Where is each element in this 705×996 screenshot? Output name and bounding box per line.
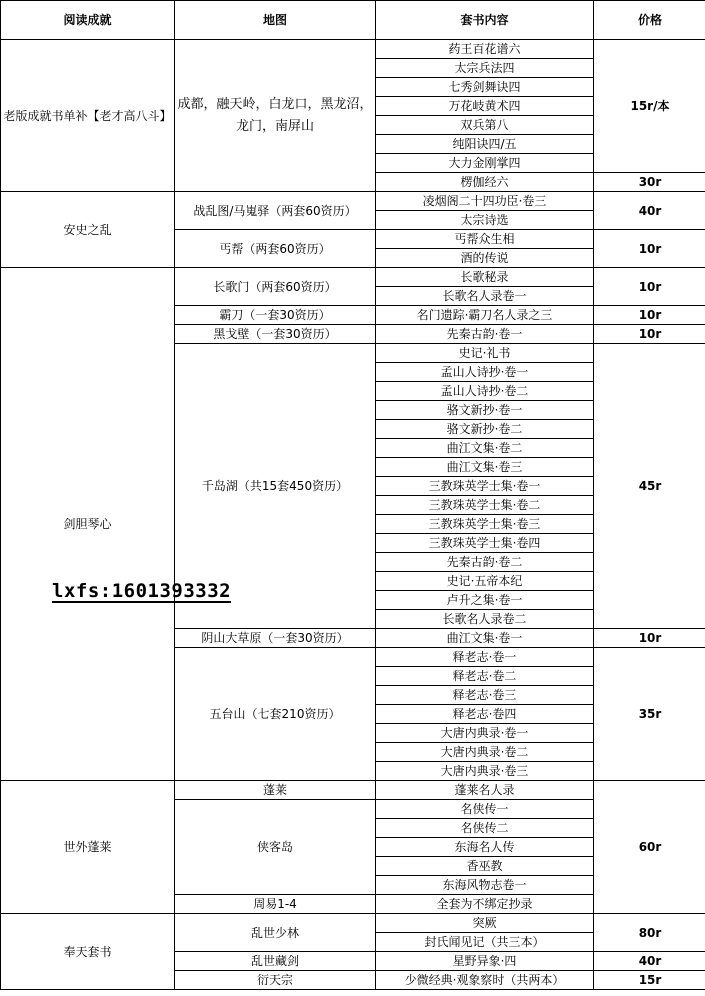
book-cell: 曲江文集·卷二 bbox=[376, 439, 594, 458]
price-cell: 10r bbox=[594, 268, 705, 306]
contact-watermark: lxfs:1601393332 bbox=[52, 580, 232, 602]
book-cell: 全套为不绑定抄录 bbox=[376, 895, 594, 914]
price-cell: 30r bbox=[594, 173, 705, 192]
book-cell: 曲江文集·卷一 bbox=[376, 629, 594, 648]
book-cell: 孟山人诗抄·卷二 bbox=[376, 382, 594, 401]
map-cell: 千岛湖（共15套450资历） bbox=[175, 344, 376, 629]
book-cell: 三教珠英学士集·卷一 bbox=[376, 477, 594, 496]
book-cell: 东海风物志卷一 bbox=[376, 876, 594, 895]
book-cell: 卢升之集·卷一 bbox=[376, 591, 594, 610]
price-cell: 10r bbox=[594, 230, 705, 268]
map-cell: 周易1-4 bbox=[175, 895, 376, 914]
achievement-cell: 安史之乱 bbox=[1, 192, 175, 268]
book-cell: 药王百花谱六 bbox=[376, 40, 594, 59]
book-cell: 史记·礼书 bbox=[376, 344, 594, 363]
book-cell: 骆文新抄·卷一 bbox=[376, 401, 594, 420]
book-cell: 释老志·卷四 bbox=[376, 705, 594, 724]
book-cell: 双兵第八 bbox=[376, 116, 594, 135]
achievement-cell: 剑胆琴心 bbox=[1, 268, 175, 781]
book-cell: 大唐内典录·卷三 bbox=[376, 762, 594, 781]
book-cell: 名门遗踪·霸刀名人录之三 bbox=[376, 306, 594, 325]
book-cell: 太宗诗选 bbox=[376, 211, 594, 230]
book-cell: 孟山人诗抄·卷一 bbox=[376, 363, 594, 382]
book-cell: 突厥 bbox=[376, 914, 594, 933]
price-cell: 35r bbox=[594, 648, 705, 781]
book-cell: 释老志·卷一 bbox=[376, 648, 594, 667]
map-cell: 成都，融天岭，白龙口，黑龙沼，龙门，南屏山 bbox=[175, 40, 376, 192]
book-cell: 长歌名人录卷一 bbox=[376, 287, 594, 306]
book-cell: 大唐内典录·卷一 bbox=[376, 724, 594, 743]
book-cell: 万花岐黄术四 bbox=[376, 97, 594, 116]
book-cell: 骆文新抄·卷二 bbox=[376, 420, 594, 439]
book-cell: 纯阳诀四/五 bbox=[376, 135, 594, 154]
header-price: 价格 bbox=[594, 1, 705, 40]
book-cell: 曲江文集·卷三 bbox=[376, 458, 594, 477]
map-cell: 阴山大草原（一套30资历） bbox=[175, 629, 376, 648]
book-cell: 释老志·卷二 bbox=[376, 667, 594, 686]
book-cell: 先秦古韵·卷一 bbox=[376, 325, 594, 344]
map-cell: 乱世藏剑 bbox=[175, 952, 376, 971]
map-cell: 五台山（七套210资历） bbox=[175, 648, 376, 781]
price-cell: 10r bbox=[594, 629, 705, 648]
map-cell: 乱世少林 bbox=[175, 914, 376, 952]
achievement-cell: 世外蓬莱 bbox=[1, 781, 175, 914]
price-cell: 15r bbox=[594, 971, 705, 990]
map-cell: 长歌门（两套60资历） bbox=[175, 268, 376, 306]
book-cell: 名侠传二 bbox=[376, 819, 594, 838]
book-cell: 丐帮众生相 bbox=[376, 230, 594, 249]
map-cell: 丐帮（两套60资历） bbox=[175, 230, 376, 268]
book-cell: 名侠传一 bbox=[376, 800, 594, 819]
price-cell: 45r bbox=[594, 344, 705, 629]
map-cell: 侠客岛 bbox=[175, 800, 376, 895]
price-cell: 40r bbox=[594, 952, 705, 971]
price-cell: 40r bbox=[594, 192, 705, 230]
achievement-cell: 老版成就书单补【老才高八斗】 bbox=[1, 40, 175, 192]
price-cell: 80r bbox=[594, 914, 705, 952]
price-cell: 10r bbox=[594, 306, 705, 325]
book-cell: 七秀剑舞诀四 bbox=[376, 78, 594, 97]
header-books: 套书内容 bbox=[376, 1, 594, 40]
map-cell: 衍天宗 bbox=[175, 971, 376, 990]
book-cell: 凌烟阁二十四功臣·卷三 bbox=[376, 192, 594, 211]
book-cell: 少微经典·观象察时（共两本） bbox=[376, 971, 594, 990]
achievement-cell: 奉天套书 bbox=[1, 914, 175, 990]
book-cell: 香巫教 bbox=[376, 857, 594, 876]
book-cell: 封氏闻见记（共三本） bbox=[376, 933, 594, 952]
book-cell: 东海名人传 bbox=[376, 838, 594, 857]
book-cell: 大力金刚掌四 bbox=[376, 154, 594, 173]
map-cell: 战乱图/马嵬驿（两套60资历） bbox=[175, 192, 376, 230]
map-cell: 蓬莱 bbox=[175, 781, 376, 800]
book-cell: 三教珠英学士集·卷二 bbox=[376, 496, 594, 515]
map-cell: 黑戈壁（一套30资历） bbox=[175, 325, 376, 344]
book-cell: 先秦古韵·卷二 bbox=[376, 553, 594, 572]
book-cell: 大唐内典录·卷二 bbox=[376, 743, 594, 762]
book-cell: 三教珠英学士集·卷四 bbox=[376, 534, 594, 553]
book-cell: 楞伽经六 bbox=[376, 173, 594, 192]
price-cell: 15r/本 bbox=[594, 40, 705, 173]
book-cell: 酒的传说 bbox=[376, 249, 594, 268]
header-map: 地图 bbox=[175, 1, 376, 40]
price-cell: 10r bbox=[594, 325, 705, 344]
book-cell: 长歌名人录卷二 bbox=[376, 610, 594, 629]
map-cell: 霸刀（一套30资历） bbox=[175, 306, 376, 325]
book-cell: 长歌秘录 bbox=[376, 268, 594, 287]
book-cell: 三教珠英学士集·卷三 bbox=[376, 515, 594, 534]
book-cell: 蓬莱名人录 bbox=[376, 781, 594, 800]
book-cell: 释老志·卷三 bbox=[376, 686, 594, 705]
book-cell: 史记·五帝本纪 bbox=[376, 572, 594, 591]
price-cell: 60r bbox=[594, 781, 705, 914]
book-cell: 太宗兵法四 bbox=[376, 59, 594, 78]
book-cell: 星野异象·四 bbox=[376, 952, 594, 971]
header-achievement: 阅读成就 bbox=[1, 1, 175, 40]
